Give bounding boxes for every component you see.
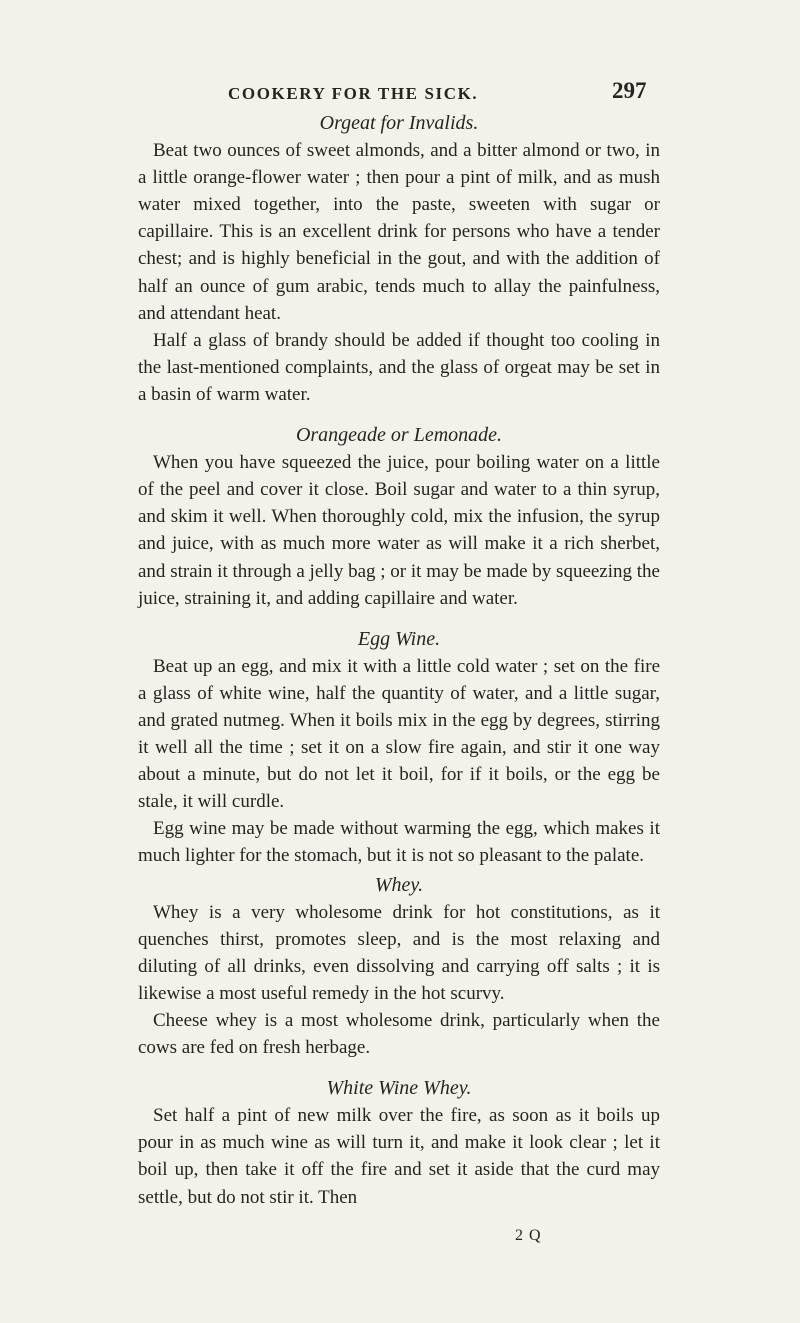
- paragraph: Half a glass of brandy should be added if thought too cooling in the last-mentioned complaints, and the glass of orgeat may be set in a basin of warm water.: [138, 329, 660, 405]
- page-number: 297: [612, 78, 647, 103]
- paragraph: Beat up an egg, and mix it with a little cold water ; set on the fire a glass of white wine, half the quantity of water, and a little sugar, and grated nutmeg. When it boils mix in the egg by degrees, stirring it well all the time ; set it on a slow fire again, and stir it one way about a minute, but do not let it boil, for if it boils, or the egg be stale, it will curdle.: [138, 655, 660, 813]
- paragraph: Egg wine may be made without warming the egg, which makes it much lighter for the stomach, but it is not so pleasant to the palate.: [138, 818, 660, 867]
- page-body: [138, 110, 660, 1225]
- page-header: [0, 78, 800, 108]
- section-title: Whey.: [374, 873, 424, 896]
- recipe-whey: [138, 872, 660, 1062]
- paragraph: Whey is a very wholesome drink for hot constitutions, as it quenches thirst, promotes sleep, and is the most relaxing and diluting of all drinks, even dissolving and carrying off salts ; it is likewise a most useful remedy in the hot scurvy.: [138, 901, 660, 1004]
- running-head: COOKERY FOR THE SICK.: [228, 84, 479, 103]
- section-title: White Wine Whey.: [326, 1077, 472, 1100]
- section-title: Egg Wine.: [357, 627, 441, 650]
- paragraph: Beat two ounces of sweet almonds, and a bitter almond or two, in a little orange-flower water ; then pour a pint of milk, and as mush water mixed together, into the paste, sweeten with sugar or capillaire. This is an excellent drink for persons who have a tender chest; and is highly beneficial in the gout, and with the addition of half an ounce of gum arabic, tends much to allay the painfulness, and attendant heat.: [138, 140, 660, 324]
- paragraph: Cheese whey is a most wholesome drink, particularly when the cows are fed on fresh herbage.: [138, 1010, 660, 1059]
- section-title: Orgeat for Invalids.: [319, 112, 479, 134]
- paragraph: When you have squeezed the juice, pour boiling water on a little of the peel and cover it close. Boil sugar and water to a thin syrup, and skim it well. When thoroughly cold, mix the infusion, the syrup and juice, with as much more water as will make it a rich sherbet, and strain it through a jelly bag ; or it may be made by squeezing the juice, straining it, and adding capillaire and water.: [138, 452, 660, 609]
- recipe-orangeade: [138, 422, 660, 612]
- recipe-orgeat: [138, 110, 660, 408]
- paragraph: Set half a pint of new milk over the fire, as soon as it boils up pour in as much wine as will turn it, and make it look clear ; let it boil up, then take it off the fire and set it aside that the curd may settle, but do not stir it. Then: [138, 1105, 660, 1208]
- section-title: Orangeade or Lemonade.: [295, 424, 503, 447]
- signature-mark: 2 Q: [515, 1227, 542, 1244]
- recipe-white-wine-whey: [138, 1075, 660, 1210]
- recipe-egg-wine: [138, 626, 660, 870]
